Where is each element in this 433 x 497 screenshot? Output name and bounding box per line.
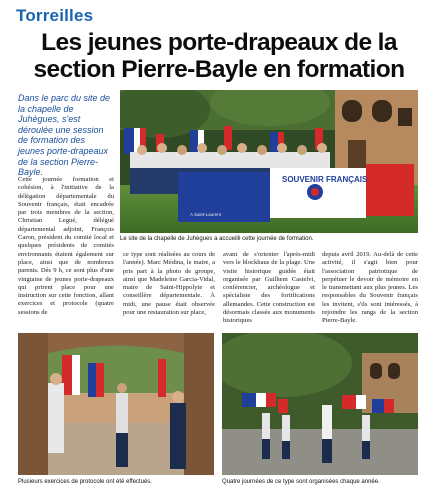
article-standfirst: Dans le parc du site de la chapelle de Juhègues, s'est déroulée une session de formation des jeunes porte-drapeaux de la section Pierre-Bayle.: [18, 93, 111, 178]
section-label: Torreilles: [16, 6, 94, 25]
banner-small-text: A Saint-Laurent: [190, 212, 222, 217]
headline-line-1: Les jeunes porte-drapeaux de la: [41, 29, 397, 56]
body-column-1: Cette journée formation et cohésion, à l'initiative de la délégation départementale du Souvenir français, était encadrée par trois membres de la section, Christian Legué, délégué départemental adjoint, François Caron, président du comité local et quelques présidents de comités environnants étaient également sur place, ainsi que de nombreux parents. Dès 9 h, ce sont plus d'une vingtaine de jeunes porte-drapeaux qui prirent place pour une instruction sur cette fonction, allant exercices et protocole (quatre sessions de: [18, 176, 114, 316]
body-column-3: avant de s'orienter l'après-midi vers le blockhaus de la plage. Une visite historique guidée était organisée par Guilhem Castelvi, conférencier, archéologue et spécialiste des fortifications allemandes. Cette construction est désormais classée aux monuments historiques: [223, 251, 315, 325]
body-column-2: ce type sont réalisées au cours de l'année). Marc Médina, le maire, a pris part à la photo de groupe, ainsi que Madeleine Garcia-Vidal, maire de Saint-Hippolyte et conseillère départementale. À midi, une pause était observée pour une restauration sur place,: [123, 251, 215, 317]
protocol-photo-illustration: [18, 333, 214, 475]
article-headline: [14, 29, 424, 83]
training-photo-caption: Quatre journées de ce type sont organisées chaque année.: [222, 479, 380, 485]
banner-text: SOUVENIR FRANÇAIS: [282, 175, 368, 184]
protocol-photo-caption: Plusieurs exercices de protocole ont été effectués.: [18, 479, 152, 485]
body-column-4: depuis avril 2019. Au-delà de cette activité, il s'agit bien pour l'association patriotique de perpétuer le devoir de mémoire en le transmettant aux plus jeunes. Les responsables du Souvenir français les invitent, s'ils sont intéressés, à rejoindre les rangs de la section Pierre-Bayle.: [322, 251, 418, 325]
main-group-photo: [120, 90, 418, 233]
protocol-exercise-photo: [18, 333, 214, 475]
headline-line-2: section Pierre-Bayle en formation: [33, 56, 405, 83]
training-photo-illustration: [222, 333, 418, 475]
training-day-photo: [222, 333, 418, 475]
souvenir-francais-banner: [178, 164, 414, 222]
main-photo-caption: Le site de la chapelle de Juhègues a accueilli cette journée de formation.: [120, 236, 314, 242]
main-photo-illustration: [120, 90, 418, 233]
